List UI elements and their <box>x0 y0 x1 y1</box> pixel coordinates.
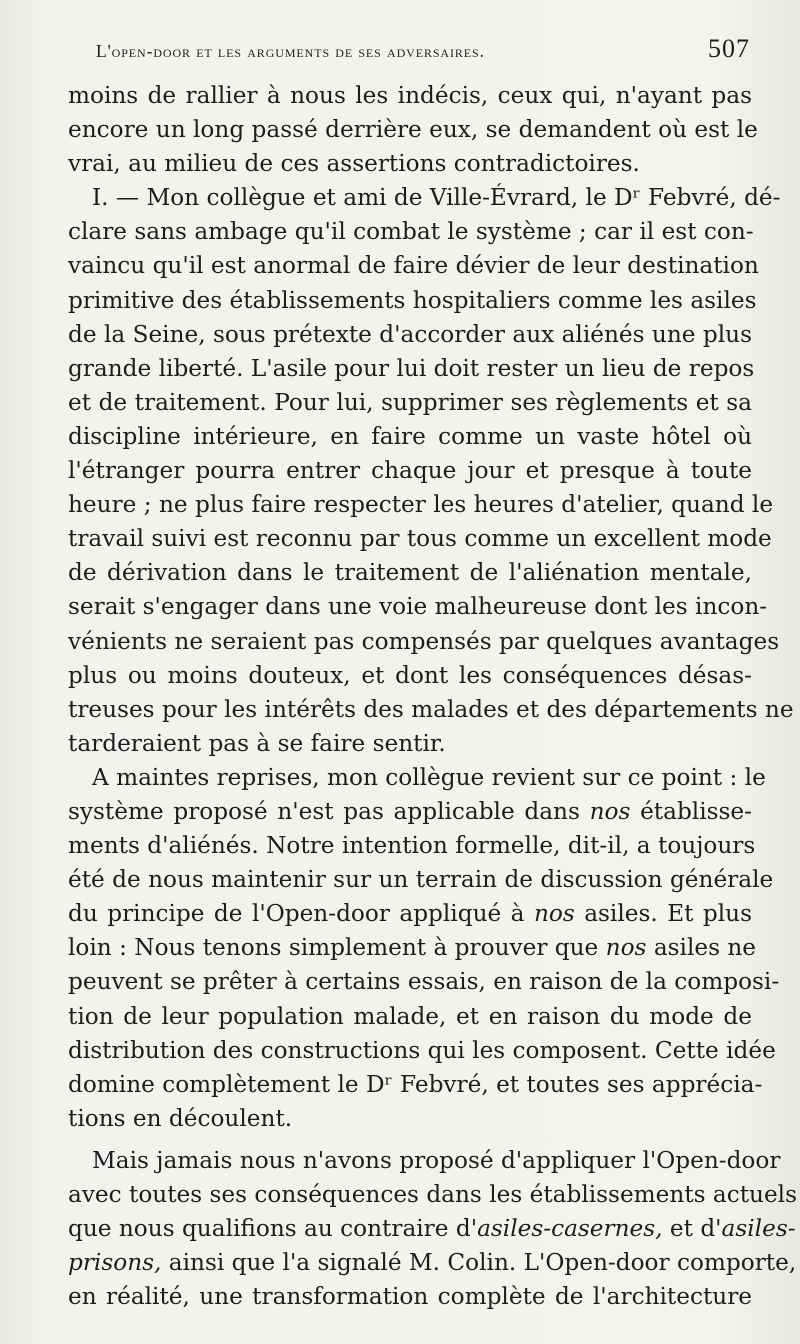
body-text <box>68 79 798 1314</box>
text-segment: heure ; ne plus faire respecter les heures d'atelier, quand le <box>68 491 774 519</box>
text-segment: asiles. Et plus <box>574 900 752 928</box>
text-line <box>68 625 780 659</box>
text-line <box>68 556 752 590</box>
text-segment: vénients ne seraient pas compensés par quelques avantages <box>68 627 780 655</box>
text-line <box>68 1178 798 1212</box>
text-segment: avec toutes ses conséquences dans les établissements actuels <box>68 1181 798 1208</box>
text-line <box>68 1144 781 1178</box>
text-segment: de la Seine, sous prétexte d'accorder aux aliénés une plus <box>68 320 752 348</box>
italic-text: asiles- <box>721 1215 796 1243</box>
italic-text: nos <box>589 797 631 825</box>
text-segment: plus ou moins douteux, et dont les conséquences désas- <box>68 661 752 689</box>
text-segment: que nous qualifions au contraire d' <box>68 1215 478 1243</box>
text-line <box>68 1068 763 1102</box>
text-segment: travail suivi est reconnu par tous comme un excellent mode <box>68 525 772 553</box>
text-line <box>68 1280 752 1314</box>
text-segment: distribution des constructions qui les composent. Cette idée <box>68 1036 776 1064</box>
text-line <box>68 215 752 249</box>
text-segment: et d' <box>662 1215 722 1243</box>
text-line <box>68 113 758 147</box>
text-segment: encore un long passé derrière eux, se demandent où est le <box>68 116 758 144</box>
text-segment: de dérivation dans le traitement de l'aliénation mentale, <box>68 559 752 587</box>
text-line <box>68 1246 797 1280</box>
running-title: L'open-door et les arguments de ses adversaires. <box>96 41 485 61</box>
text-line <box>68 522 772 556</box>
text-segment: grande liberté. L'asile pour lui doit rester un lieu de repos <box>68 354 755 382</box>
text-segment: loin : Nous tenons simplement à prouver que <box>68 934 606 962</box>
text-line <box>68 147 752 181</box>
text-segment: I. — Mon collègue et ami de Ville-Évrard, le Dʳ Febvré, dé- <box>92 184 781 212</box>
text-line <box>68 420 752 454</box>
text-line <box>68 590 768 624</box>
paragraph <box>68 1144 798 1314</box>
text-line <box>68 659 752 693</box>
text-segment: ainsi que l'a signalé M. Colin. L'Open-door comporte, <box>161 1249 797 1277</box>
text-segment: système proposé n'est pas applicable dans <box>68 797 590 825</box>
text-line <box>68 863 774 897</box>
text-segment: tion de leur population malade, et en raison du mode de <box>68 1002 752 1030</box>
text-segment: serait s'engager dans une voie malheureuse dont les incon- <box>68 593 768 621</box>
page-header <box>96 34 750 74</box>
text-line <box>68 931 757 965</box>
text-line <box>68 965 780 999</box>
text-line <box>68 488 774 522</box>
text-line <box>68 454 752 488</box>
text-segment: discipline intérieure, en faire comme un vaste hôtel où <box>68 422 752 450</box>
text-segment: en réalité, une transformation complète de l'architecture <box>68 1283 752 1311</box>
text-segment: domine complètement le Dʳ Febvré, et toutes ses apprécia- <box>68 1070 763 1098</box>
text-line <box>68 386 752 420</box>
italic-text: prisons, <box>68 1249 162 1277</box>
text-segment: treuses pour les intérêts des malades et des départements ne <box>68 695 794 723</box>
italic-text: asiles-casernes, <box>477 1215 663 1243</box>
text-segment: et de traitement. Pour lui, supprimer ses règlements et sa <box>68 388 752 416</box>
text-segment: moins de rallier à nous les indécis, ceux qui, n'ayant pas <box>68 82 752 109</box>
italic-text: nos <box>605 934 647 962</box>
text-line <box>68 829 756 863</box>
text-line <box>68 181 781 215</box>
page-number: 507 <box>708 34 750 63</box>
text-segment: peuvent se prêter à certains essais, en raison de la composi- <box>68 968 780 996</box>
text-line <box>68 352 755 386</box>
text-segment: tarderaient pas à se faire sentir. <box>68 729 446 757</box>
text-segment: primitive des établissements hospitaliers comme les asiles <box>68 286 757 314</box>
text-line <box>68 79 752 113</box>
paragraph <box>68 181 794 761</box>
text-line <box>68 693 794 727</box>
text-line <box>68 318 752 352</box>
text-line <box>68 1000 752 1034</box>
text-segment: du principe de l'Open-door appliqué à <box>68 900 534 928</box>
text-line <box>68 249 759 283</box>
text-segment: Mais jamais nous n'avons proposé d'appliquer l'Open-door <box>92 1146 781 1174</box>
text-line <box>68 1034 776 1068</box>
text-segment: A maintes reprises, mon collègue revient sur ce point : le <box>92 763 766 791</box>
text-segment: clare sans ambage qu'il combat le système ; car il est con- <box>68 218 754 246</box>
text-line <box>68 795 752 829</box>
text-line <box>68 897 752 931</box>
text-segment: ments d'aliénés. Notre intention formelle, dit-il, a toujours <box>68 832 756 860</box>
text-segment: vaincu qu'il est anormal de faire dévier de leur destination <box>68 252 759 280</box>
paragraph-gap <box>68 1136 752 1144</box>
text-segment: l'étranger pourra entrer chaque jour et presque à toute <box>68 457 752 485</box>
text-line <box>68 284 757 318</box>
text-line <box>68 727 752 761</box>
text-segment: été de nous maintenir sur un terrain de discussion générale <box>68 866 774 894</box>
italic-text: nos <box>533 900 575 928</box>
text-line <box>68 1212 796 1246</box>
text-segment: asiles ne <box>646 934 757 962</box>
text-segment: établisse- <box>630 797 752 825</box>
text-segment: tions en découlent. <box>68 1104 293 1132</box>
text-segment: vrai, au milieu de ces assertions contradictoires. <box>68 150 640 178</box>
paragraph <box>68 761 780 1136</box>
text-line <box>68 761 766 795</box>
paragraph <box>68 79 758 181</box>
text-line <box>68 1102 752 1136</box>
